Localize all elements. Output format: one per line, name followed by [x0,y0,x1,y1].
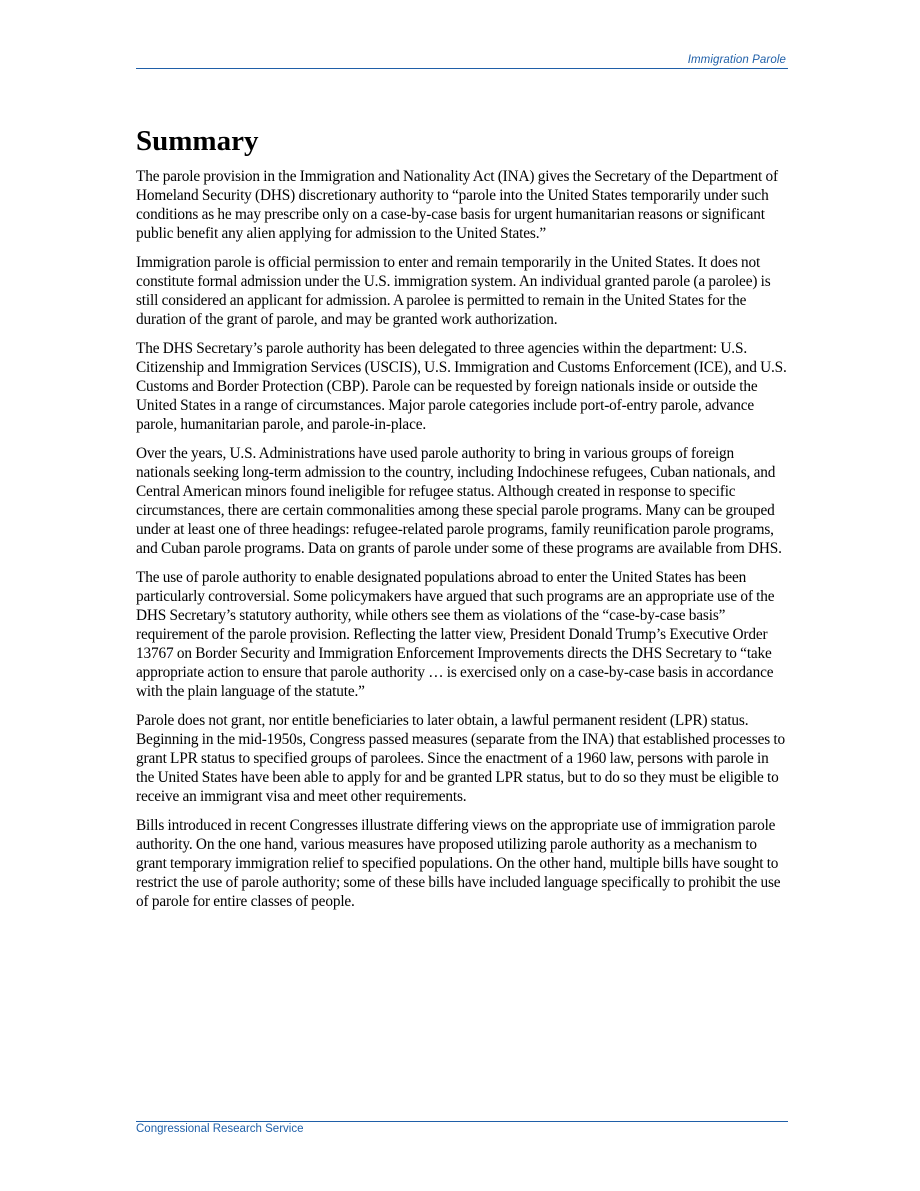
summary-paragraph-5: The use of parole authority to enable designated populations abroad to enter the United States has been particularly controversial. Some policymakers have argued that such programs are an appropriate use of the DHS Secretary’s statutory authority, while others see them as violations of the “case-by-case basis” requirement of the parole provision. Reflecting the latter view, President Donald Trump’s Executive Order 13767 on Border Security and Immigration Enforcement Improvements directs the DHS Secretary to “take appropriate action to ensure that parole authority … is exercised only on a case-by-case basis in accordance with the plain language of the statute.” [136,569,775,700]
running-header-title: Immigration Parole [687,54,786,66]
footer-source: Congressional Research Service [136,1123,304,1135]
summary-paragraph-3: The DHS Secretary’s parole authority has been delegated to three agencies within the department: U.S. Citizenship and Immigration Services (USCIS), U.S. Immigration and Customs Enforcement (ICE), and U.S. Customs and Border Protection (CBP). Parole can be requested by foreign nationals inside or outside the United States in a range of circumstances. Major parole categories include port-of-entry parole, advance parole, humanitarian parole, and parole-in-place. [136,340,787,433]
header-divider [136,68,788,69]
summary-paragraph-4: Over the years, U.S. Administrations have used parole authority to bring in various groups of foreign nationals seeking long-term admission to the country, including Indochinese refugees, Cuban nationals, and Central American minors found ineligible for refugee status. Although created in response to specific circumstances, there are certain commonalities among these special parole programs. Many can be grouped under at least one of three headings: refugee-related parole programs, family reunification parole programs, and Cuban parole programs. Data on grants of parole under some of these programs are available from DHS. [136,445,782,557]
summary-paragraph-7: Bills introduced in recent Congresses illustrate differing views on the appropriate use of immigration parole authority. On the one hand, various measures have proposed utilizing parole authority as a mechanism to grant temporary immigration relief to specified populations. On the other hand, multiple bills have sought to restrict the use of parole authority; some of these bills have included language specifically to prohibit the use of parole for entire classes of people. [136,817,781,910]
summary-paragraph-6: Parole does not grant, nor entitle beneficiaries to later obtain, a lawful permanent resident (LPR) status. Beginning in the mid-1950s, Congress passed measures (separate from the INA) that established processes to grant LPR status to specified groups of parolees. Since the enactment of a 1960 law, persons with parole in the United States have been able to apply for and be granted LPR status, but to do so they must be eligible to receive an immigrant visa and meet other requirements. [136,712,785,805]
summary-paragraph-2: Immigration parole is official permission to enter and remain temporarily in the United States. It does not constitute formal admission under the U.S. immigration system. An individual granted parole (a parolee) is still considered an applicant for admission. A parolee is permitted to remain in the United States for the duration of the grant of parole, and may be granted work authorization. [136,254,771,328]
section-title: Summary [136,125,259,157]
footer-divider [136,1121,788,1122]
summary-paragraph-1: The parole provision in the Immigration and Nationality Act (INA) gives the Secretary of the Department of Homeland Security (DHS) discretionary authority to “parole into the United States temporarily under such conditions as he may prescribe only on a case-by-case basis for urgent humanitarian reasons or significant public benefit any alien applying for admission to the United States.” [136,168,778,242]
summary-section [136,122,788,921]
